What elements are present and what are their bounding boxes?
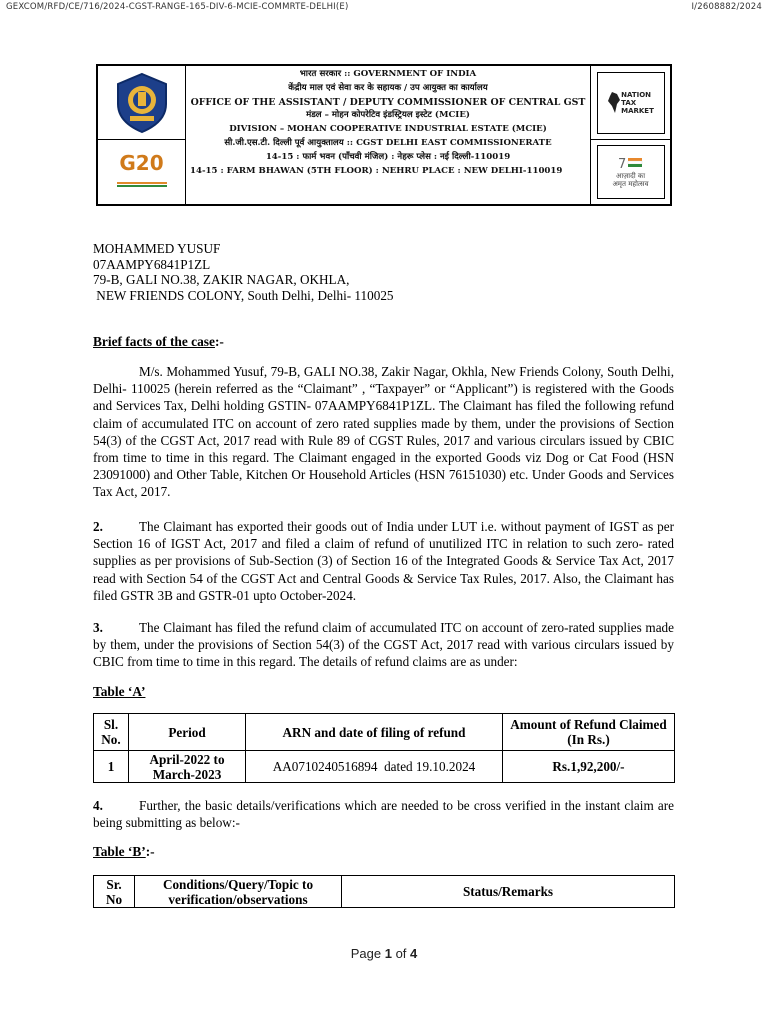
footer-prefix: Page xyxy=(350,946,385,961)
ntm-logo-cell xyxy=(590,66,670,140)
footer-total-pages: 4 xyxy=(410,946,418,961)
table-b xyxy=(93,875,675,908)
ntm-logo-line-3: MARKET xyxy=(621,106,654,115)
paragraph-4-number: 4. xyxy=(93,798,103,813)
table-a-title-text: Table ‘A’ xyxy=(93,684,146,699)
letterhead-line-2: केंद्रीय माल एवं सेवा कर के सहायक / उप आयुक्त का कार्यालय xyxy=(288,82,488,93)
table-b-header-row xyxy=(94,876,675,908)
paragraph-4-text: Further, the basic details/verifications which are needed to be cross verified in the instant claim are being submitting as below:- xyxy=(93,798,674,831)
addressee-gstin: 07AAMPY6841P1ZL xyxy=(93,256,211,272)
letterhead xyxy=(96,64,672,206)
svg-text:7: 7 xyxy=(617,157,626,170)
paragraph-3-number: 3. xyxy=(93,620,103,635)
addressee-block xyxy=(93,241,394,303)
brief-facts-heading xyxy=(93,334,224,350)
letterhead-line-6: सी.जी.एस.टी. दिल्ली पूर्व आयुक्तालय :: CGST DELHI EAST COMMISSIONERATE xyxy=(224,137,552,148)
paragraph-3-text: The Claimant has filed the refund claim of accumulated ITC on account of zero-rated supplies made by them, under the provisions of Section 54(3) of the CGST Act, 2017 read with various circulars issued by CBIC from time to time in this regard. The details of refund claims are as under: xyxy=(93,620,674,670)
table-a-header-row xyxy=(94,714,675,751)
g20-lotus-icon xyxy=(117,182,167,188)
azadi-logo xyxy=(612,156,648,188)
cbic-emblem-cell xyxy=(98,66,186,140)
brief-facts-heading-text: Brief facts of the case xyxy=(93,334,215,349)
azadi-line-1: आज़ादी का xyxy=(615,172,646,180)
letterhead-line-8: 14-15 : FARM BHAWAN (5TH FLOOR) : NEHRU PLACE : NEW DELHI-110019 xyxy=(190,165,563,176)
table-a-title xyxy=(93,684,145,700)
paragraph-2-number: 2. xyxy=(93,519,103,534)
azadi-logo-cell xyxy=(590,140,670,204)
cbic-emblem-icon xyxy=(108,70,176,136)
addressee-address-line-1: 79-B, GALI NO.38, ZAKIR NAGAR, OKHLA, xyxy=(93,272,350,288)
table-b-header-sr-no: Sr. No xyxy=(94,876,135,908)
letterhead-line-7: 14-15 : फार्म भवन (पाँचवी मंजिल) : नेहरू प्लेस : नई दिल्ली-110019 xyxy=(265,151,511,162)
table-a-header-sl-no: Sl. No. xyxy=(94,714,129,751)
ntm-logo-text xyxy=(621,91,654,115)
paragraph-2 xyxy=(93,518,674,604)
table-a-cell-arn: AA0710240516894 dated 19.10.2024 xyxy=(246,751,503,783)
paragraph-3 xyxy=(93,619,674,671)
document-id-number: I/2608882/2024 xyxy=(691,2,762,12)
letterhead-line-4: मंडल – मोहन कोपरेटिव इंडस्ट्रियल इस्टेट (MCIE) xyxy=(306,110,470,121)
table-row xyxy=(94,751,675,783)
letterhead-line-1: भारत सरकार :: GOVERNMENT OF INDIA xyxy=(299,69,477,79)
table-b-title xyxy=(93,844,155,860)
table-a-cell-amount: Rs.1,92,200/- xyxy=(503,751,675,783)
flag-icon xyxy=(618,156,644,170)
table-a xyxy=(93,713,675,783)
table-a-header-period: Period xyxy=(129,714,246,751)
letterhead-line-3: OFFICE OF THE ASSISTANT / DEPUTY COMMISSIONER OF CENTRAL GST xyxy=(190,96,586,108)
footer-middle: of xyxy=(391,946,411,961)
letterhead-text xyxy=(186,68,590,178)
table-a-cell-period: April-2022 to March-2023 xyxy=(129,751,246,783)
table-a-header-arn: ARN and date of filing of refund xyxy=(246,714,503,751)
brief-facts-heading-suffix: :- xyxy=(214,334,224,349)
letterhead-line-5: DIVISION – MOHAN COOPERATIVE INDUSTRIAL ESTATE (MCIE) xyxy=(229,124,547,135)
paragraph-1 xyxy=(93,363,674,501)
paragraph-4 xyxy=(93,797,674,831)
table-a-header-amount: Amount of Refund Claimed (In Rs.) xyxy=(503,714,675,751)
ntm-logo-line-1: NATION xyxy=(621,90,652,99)
page-footer xyxy=(0,946,768,961)
ntm-logo-line-2: TAX xyxy=(621,98,637,107)
paragraph-1-text: M/s. Mohammed Yusuf, 79-B, GALI NO.38, Zakir Nagar, Okhla, New Friends Colony, South Delhi, Delhi- 110025 (herein referred as the “Claimant” , “Taxpayer” or “Applicant”) is registered with the Goods and Services Tax, Delhi holding GSTIN- 07AAMPY6841P1ZL. The Claimant has filed the following refund claim of accumulated ITC on account of zero rated supplies made by them, under the provisions of Section 54(3) of the CGST Act, 2017 read with Rule 89 of CGST Rules, 2017 and various circulars issued by CBIC from time to time in this regard. The Claimant engaged in the exported Goods viz Dog or Cat Food (HSN 23091000) and Other Table, Kitchen Or Household Articles (HSN 76151030) etc. Under Goods and Services Tax Act, 2017. xyxy=(93,364,674,500)
table-b-title-suffix: :- xyxy=(145,844,155,859)
table-b-header-status: Status/Remarks xyxy=(342,876,675,908)
addressee-name: MOHAMMED YUSUF xyxy=(93,241,221,256)
table-a-cell-sl-no: 1 xyxy=(94,751,129,783)
addressee-address-line-2: NEW FRIENDS COLONY, South Delhi, Delhi- 110025 xyxy=(93,287,394,303)
document-reference-number: GEXCOM/RFD/CE/716/2024-CGST-RANGE-165-DIV-6-MCIE-COMMRTE-DELHI(E) xyxy=(6,2,349,12)
azadi-line-2: अमृत महोत्सव xyxy=(612,180,649,188)
footer-current-page: 1 xyxy=(384,946,392,961)
g20-logo: G20 xyxy=(119,151,164,175)
paragraph-2-text: The Claimant has exported their goods out of India under LUT i.e. without payment of IGST as per Section 16 of IGST Act, 2017 and filed a claim of refund of unutilized ITC in relation to such zero- rated supplies as per provisions of Sub-Section (3) of Section 16 of the Integrated Goods & Service Tax Act, 2017 read with Section 54 of the CGST Act and Central Goods & Service Tax Rules, 2017. Also, the Claimant has filed GSTR 3B and GSTR-01 upto October-2024. xyxy=(93,519,674,603)
table-b-title-text: Table ‘B’ xyxy=(93,844,146,859)
table-b-header-conditions: Conditions/Query/Topic to verification/observations xyxy=(135,876,342,908)
india-map-icon xyxy=(607,92,621,114)
g20-logo-cell xyxy=(98,140,186,204)
